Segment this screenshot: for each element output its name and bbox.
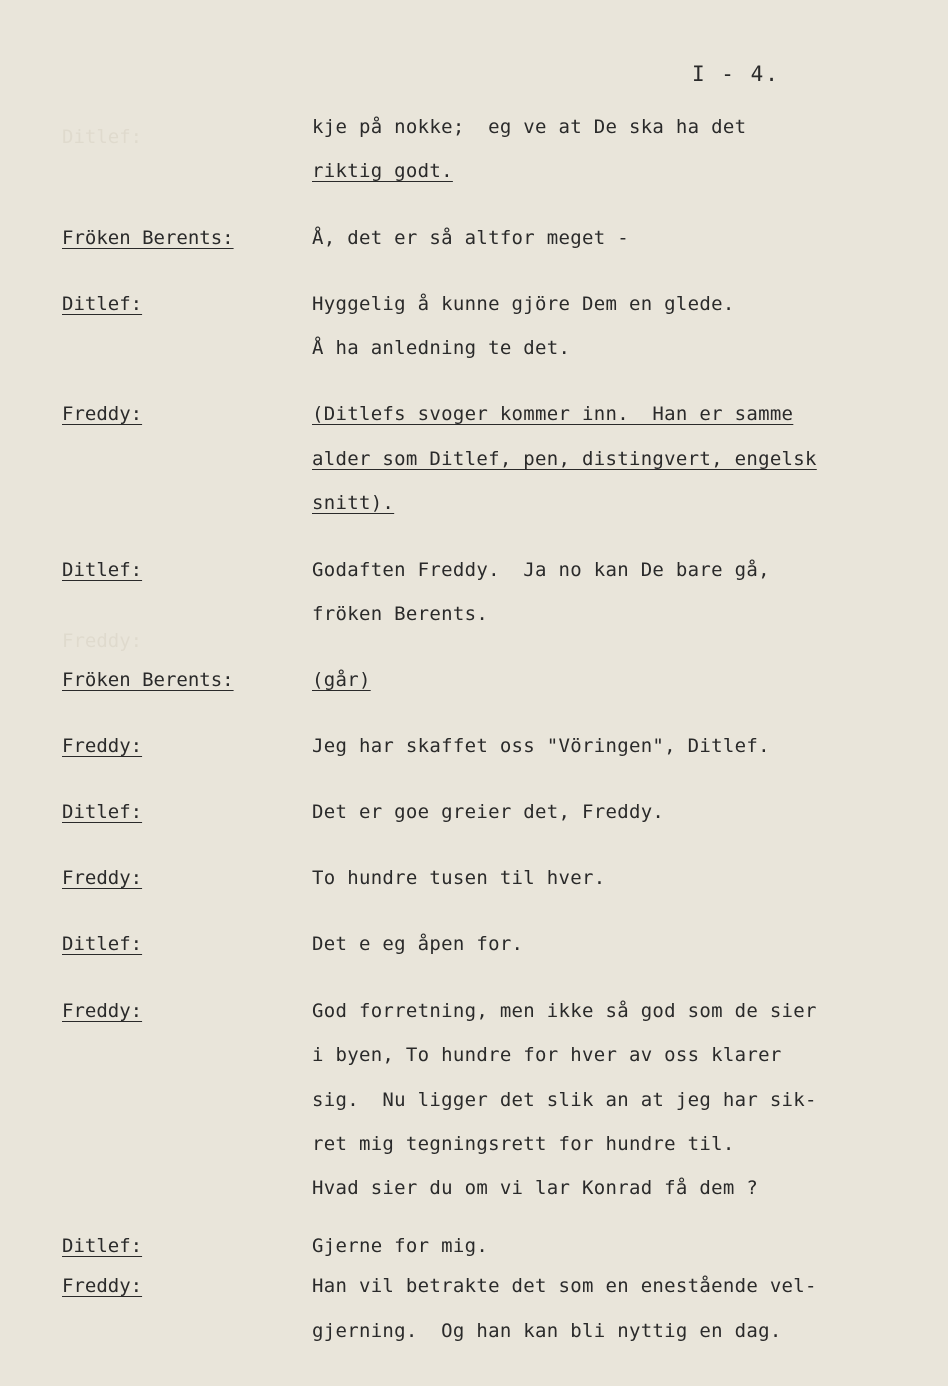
dialogue-line: ret mig tegningsrett for hundre til. [312,1133,735,1155]
speaker-label: Freddy: [62,1000,143,1022]
dialogue-line: fröken Berents. [312,603,489,625]
speaker-label: Ditlef: [62,933,143,955]
page-number: I - 4. [692,62,780,86]
speaker-label: Fröken Berents: [62,227,234,249]
dialogue-line: God forretning, men ikke så god som de sier [312,1000,817,1022]
speaker-label: Freddy: [62,735,143,757]
speaker-label: Ditlef: [62,293,143,315]
speaker-label: Fröken Berents: [62,669,234,691]
speaker-label: Ditlef: [62,801,143,823]
speaker-label: Ditlef: [62,1235,143,1257]
dialogue-line: Det e eg åpen for. [312,933,524,955]
dialogue-line: Å, det er så altfor meget - [312,227,629,249]
bleed-through: Ditlef: [62,126,143,148]
stage-direction-line: (Ditlefs svoger kommer inn. Han er samme [312,403,794,425]
dialogue-line: i byen, To hundre for hver av oss klarer [312,1044,782,1066]
stage-direction-line: snitt). [312,492,395,514]
speaker-label: Freddy: [62,403,143,425]
dialogue-line: To hundre tusen til hver. [312,867,606,889]
speaker-label: Freddy: [62,867,143,889]
bleed-through: Freddy: [62,630,143,652]
speaker-label: Ditlef: [62,559,143,581]
dialogue-line: Han vil betrakte det som en enestående vel- [312,1275,817,1297]
dialogue-line: sig. Nu ligger det slik an at jeg har sik- [312,1089,817,1111]
dialogue-line: Hvad sier du om vi lar Konrad få dem ? [312,1177,759,1199]
dialogue-line: riktig godt. [312,160,453,182]
dialogue-line: Gjerne for mig. [312,1235,489,1257]
dialogue-line: Det er goe greier det, Freddy. [312,801,665,823]
dialogue-line: kje på nokke; eg ve at De ska ha det [312,116,747,138]
dialogue-line: gjerning. Og han kan bli nyttig en dag. [312,1320,782,1342]
speaker-label: Freddy: [62,1275,143,1297]
dialogue-line: Godaften Freddy. Ja no kan De bare gå, [312,559,770,581]
stage-direction-line: (går) [312,669,371,691]
dialogue-line: Jeg har skaffet oss "Vöringen", Ditlef. [312,735,770,757]
dialogue-line: Å ha anledning te det. [312,337,571,359]
dialogue-line: Hyggelig å kunne gjöre Dem en glede. [312,293,735,315]
stage-direction-line: alder som Ditlef, pen, distingvert, engelsk [312,448,817,470]
